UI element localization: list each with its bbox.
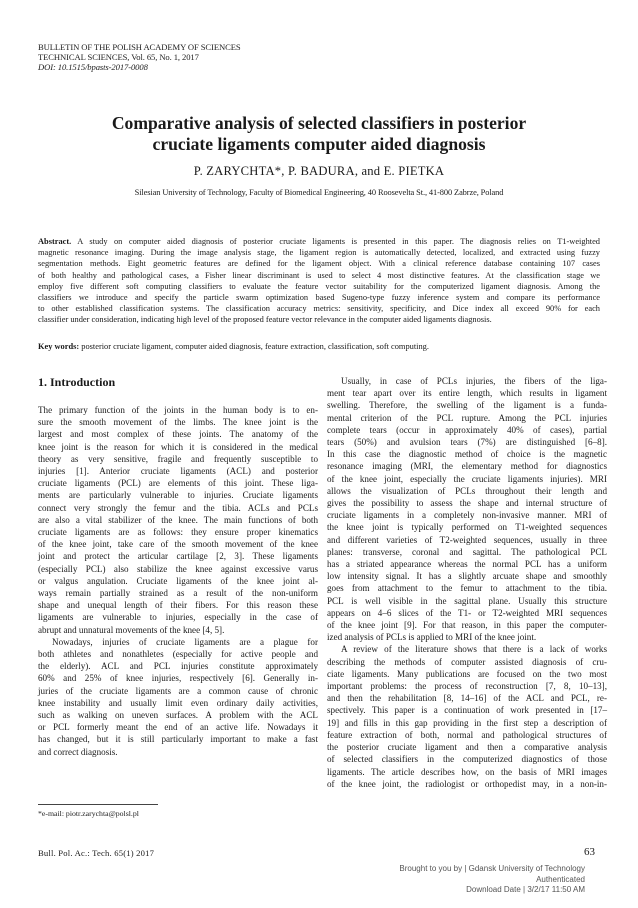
body-text-line: ciate ligaments. Many publications are focused on the two most <box>327 668 607 679</box>
page-number: 63 <box>584 846 595 858</box>
body-text-line: of the knee joint, take care of the smooth movement of the knee <box>38 539 318 550</box>
body-text-line: has changed, but it is still particularly important to make a fast <box>38 734 318 745</box>
abstract-line: classifiers we introduce and specify the particle swarm optimization based Sugeno-type fuzzy inference system and compare its performance <box>38 293 600 303</box>
keywords-label: Key words: <box>38 342 80 351</box>
affiliation: Silesian University of Technology, Faculty of Biomedical Engineering, 40 Roosevelta St., 41-800 Zabrze, Poland <box>134 188 504 197</box>
body-text-line: Nowadays, injuries of cruciate ligaments are a plague for <box>52 636 318 647</box>
body-text-line: feature extraction of both, normal and pathological structures of <box>327 729 607 740</box>
body-text-line: the posterior cruciate ligament and then a comparative analysis <box>327 742 607 753</box>
body-text-line: swelling. Therefore, the swelling of the ligament is a funda- <box>327 400 607 411</box>
left-column-body <box>38 404 318 758</box>
body-text-line: or PCL formerly meant the end of an active life. Nowadays it <box>38 722 318 733</box>
body-text-line: allows the visualization of PCLs throughout their length and <box>327 485 607 496</box>
body-text-line: goes from attachment to the femur to attachment to the tibia. <box>327 583 607 594</box>
body-text-line: largest and most complex of these joints. The anatomy of the <box>38 429 318 440</box>
paper-title <box>0 113 638 155</box>
title-line-1: Comparative analysis of selected classifiers in posterior <box>111 113 527 133</box>
body-text-line: of selected classifiers in the computerized diagnostics of those <box>327 754 607 765</box>
body-text-line: connect very strongly the femur and the tibia. ACLs and PCLs <box>38 502 318 513</box>
abstract <box>38 236 600 326</box>
abstract-text: A study on computer aided diagnosis of posterior cruciate ligaments is presented in this paper. The diagnosis relies on T1-weighted <box>71 237 600 246</box>
download-stamp <box>330 864 585 896</box>
abstract-line: of both healthy and pathological cases, a Fisher linear discriminant is used to select 4 most distinctive features. At the classification stage we <box>38 270 600 280</box>
abstract-line: magnetic resonance imaging. During the image analysis stage, the ligament region is automatically detected, localized, and extracted using fuzzy <box>38 248 600 258</box>
section-heading: 1. Introduction <box>38 375 116 389</box>
footnote-email: *e-mail: piotr.zarychta@polsl.pl <box>38 809 139 818</box>
body-text-line: tears (50%) and avulsion tears (7%) are distinguished [6–8]. <box>327 437 607 448</box>
download-source: Brought to you by | Gdansk University of Technology <box>399 864 585 873</box>
body-text-line: cruciate ligaments in a completely non-invasive manner. MRI of <box>327 510 607 521</box>
body-text-line: low intensity signal. It has a slightly arcuate shape and smoothly <box>327 571 607 582</box>
download-date: Download Date | 3/2/17 11:50 AM <box>466 885 585 895</box>
body-text-line: PCL is well visible in the sagittal plane. Usually this structure <box>327 595 607 606</box>
body-text-line: complete tears (occur in approximately 40% of cases), partial <box>327 424 607 435</box>
body-text-line: and then the rehabilitation [8, 14–16] of the ACL and PCL, re- <box>327 693 607 704</box>
body-text-line: Usually, in case of PCLs injuries, the fibers of the liga- <box>341 376 607 386</box>
body-text-line: resonance imaging (MRI, the elementary method for diagnostics <box>327 461 607 472</box>
footer-citation: Bull. Pol. Ac.: Tech. 65(1) 2017 <box>38 848 155 858</box>
abstract-label: Abstract. <box>38 237 72 246</box>
body-text-line: has a striated appearance whereas the normal PCL has a uniform <box>327 559 607 570</box>
body-text-line: theory as very sensitive, fragile and frequently susceptible to <box>38 453 318 464</box>
body-text-line: the elderly). ACL and PCL injuries constitute approximately <box>38 661 318 672</box>
footnote-divider <box>38 804 158 805</box>
body-text-line: describing the methods of computer assisted diagnosis of cru- <box>327 656 607 667</box>
body-text-line: of the knee joint [9]. For that reason, in this paper the computer- <box>327 620 607 631</box>
body-text-line: ized analysis of PCLs is applied to MRI of the knee joint. <box>327 632 537 643</box>
body-text-line: appears on 4–6 slices of the T1- or T2-weighted MRI sequences <box>327 607 607 618</box>
body-text-line: (especially PCL) also stabilize the knee against excessive varus <box>38 563 318 574</box>
body-text-line: of the knee joint, especially the cruciate ligaments injuries). MRI <box>327 473 607 484</box>
body-text-line: 60% and 25% of knee injuries, respectively [6]. Generally in- <box>38 673 318 684</box>
journal-volume: TECHNICAL SCIENCES, Vol. 65, No. 1, 2017 <box>38 52 199 63</box>
body-text-line: mental criterion of the PCL rupture. Among the PCL injuries <box>327 412 607 423</box>
body-text-line: ways remain partially strained as a result of the non-uniform <box>38 588 318 599</box>
body-text-line: the knee joint is typically performed on T1-weighted sequences <box>327 522 607 533</box>
body-text-line: cruciate ligaments (PCL) are elements of this joint. These liga- <box>38 478 318 489</box>
body-text-line: and correct diagnosis. <box>38 746 118 757</box>
body-text-line: juries of the cruciate ligaments are a common cause of chronic <box>38 685 318 696</box>
abstract-line: classifier under consideration, indicating high level of the proposed feature vector relevance in the computer aided ligaments diagnosis. <box>38 315 492 325</box>
body-text-line: ment tear apart over its entire length, which results in ligament <box>327 388 607 399</box>
body-text-line: such as walking on uneven surfaces. A problem with the ACL <box>38 710 318 721</box>
body-text-line: A review of the literature shows that there is a lack of works <box>341 644 607 655</box>
abstract-line: to other established classification systems. The classification accuracy metrics: sensitivity, specificity, and Dice index all exceed 90% for each <box>38 304 600 314</box>
body-text-line: spectively. This paper is a continuation of work presented in [17– <box>327 705 607 716</box>
authors: P. ZARYCHTA*, P. BADURA, and E. PIETKA <box>193 164 445 178</box>
body-text-line: shape and unequal length of their fibers. For this reason these <box>38 600 318 611</box>
body-text-line: 19] and fills in this gap providing in the first step a description of <box>327 717 607 728</box>
body-text-line: gives the possibility to assess the shape and internal structure of <box>327 498 607 509</box>
doi: DOI: 10.1515/bpasts-2017-0008 <box>38 62 148 73</box>
body-text-line: planes: transverse, coronal and sagittal. The pathological PCL <box>327 546 607 557</box>
download-auth: Authenticated <box>536 874 585 884</box>
title-line-2: cruciate ligaments computer aided diagnosis <box>152 134 486 154</box>
right-column-body <box>327 375 607 790</box>
abstract-line <box>38 236 600 247</box>
journal-name: BULLETIN OF THE POLISH ACADEMY OF SCIENCES <box>38 42 241 52</box>
body-text-line: joint and protect the articular cartilage [2, 3]. These ligaments <box>38 551 318 562</box>
body-text-line: ligaments are vulnerable to injuries, especially in the case of <box>38 612 318 623</box>
body-text-line: ments are particularly vulnerable to injuries. Cruciate ligaments <box>38 490 318 501</box>
body-text-line: are also a vital stabilizer of the knee. The main functions of both <box>38 514 318 525</box>
keywords <box>38 342 429 351</box>
body-text-line: In this case the diagnostic method of choice is the magnetic <box>327 449 607 460</box>
body-text-line: important problems: the process of reconstruction [7, 8, 10–13], <box>327 681 607 692</box>
body-text-line: sure the smooth movement of the limbs. The knee joint is the <box>38 417 318 428</box>
body-text-line: and different varieties of T2-weighted sequences, usually in three <box>327 534 607 545</box>
body-text-line: knee joint is the reason for which it is considered in the medical <box>38 441 318 452</box>
body-text-line: knee instability and usually limit even ordinary daily activities, <box>38 697 318 708</box>
body-text-line: abrupt and unnatural movements of the knee [4, 5]. <box>38 624 225 635</box>
abstract-line: employ five different soft computing classifiers to evaluate the feature vector suitability for the computerized ligament diagnosis. Among the <box>38 281 600 291</box>
body-text-line: both athletes and nonathletes (especially for active people and <box>38 649 318 660</box>
body-text-line: ligaments. The article describes how, on the basis of MRI images <box>327 766 607 777</box>
body-text-line: of the knee joint, the radiologist or orthopedist may, in a non-in- <box>327 778 607 789</box>
body-text-line: or valgus angulation. Cruciate ligaments of the knee joint al- <box>38 575 318 586</box>
keywords-text: posterior cruciate ligament, computer aided diagnosis, feature extraction, classification, soft computing. <box>79 342 429 351</box>
journal-header <box>38 42 241 73</box>
body-text-line: injuries [1]. Anterior cruciate ligaments (ACL) and posterior <box>38 466 318 477</box>
body-text-line: cruciate ligaments are as follows: they ensure proper kinematics <box>38 527 318 538</box>
abstract-line: segmentation methods. Eight geometric features are defined for the ligament object. With a clinical reference database containing 107 cases <box>38 259 600 269</box>
body-text-line: The primary function of the joints in the human body is to en- <box>38 405 318 415</box>
